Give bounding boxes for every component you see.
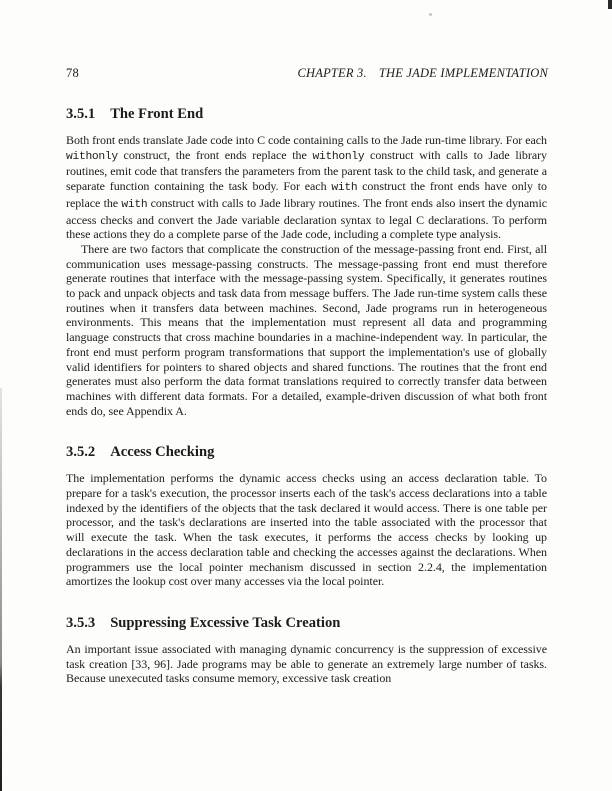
scan-edge-artifact <box>0 388 2 791</box>
code-inline: withonly <box>66 150 118 163</box>
scan-corner-artifact <box>608 0 612 9</box>
code-inline: with <box>331 182 358 195</box>
chapter-label: CHAPTER 3. <box>297 66 367 80</box>
text-run: construct, the front ends replace the <box>117 147 313 162</box>
section-heading <box>66 106 547 122</box>
text-run: construct with calls to Jade library routines, emit code that transfers the parameters from the parent task to the child task, and generate a separate function containing the task body. For each <box>66 147 547 194</box>
paragraph <box>66 471 547 589</box>
section-title: Suppressing Excessive Task Creation <box>110 614 341 631</box>
document-body <box>66 0 547 686</box>
paragraph <box>66 242 547 418</box>
text-run: There are two factors that complicate the construction of the message-passing front end. First, all communication uses message-passing constructs. The message-passing front end must therefore generate routines that interface with the message-passing system. Specifically, it generates routines to pack and unpack objects and task data from message buffers. The Jade run-time system calls these routines when it transfers data between machines. Second, Jade programs run in heterogeneous environments. This means that the implementation must represent all data and programming language constructs that cross machine boundaries in a machine-independent way. In particular, the front end must perform program transformations that support the implementation's use of globally valid identifiers for pointers to shared objects and shared functions. The routines that the front end generates must also perform the data format translations required to correctly transfer data between machines with different data formats. For a detailed, example-driven discussion of what both front ends do, see Appendix A. <box>66 241 547 418</box>
code-inline: with <box>121 198 148 211</box>
section-heading <box>66 444 547 460</box>
page-number: 78 <box>66 66 80 80</box>
paragraph <box>66 642 547 686</box>
section-title: The Front End <box>110 106 204 122</box>
text-run: The implementation performs the dynamic access checks using an access declaration table. To prepare for a task's execution, the processor inserts each of the task's access declarations into a table indexed by the identifiers of the objects that the task declared it would access. There is one table per processor, and the task's declarations are inserted into the table associated with the processor that will execute the task. When the task executes, it performs the access checks by looking up declarations in the access declaration table and checking the accesses against the declarations. When programmers use the local pointer mechanism discussed in section 2.2.4, the implementation amortizes the lookup cost over many accesses via the local pointer. <box>66 471 547 589</box>
section-number: 3.5.1 <box>66 106 96 122</box>
text-run: construct with calls to Jade library routines. The front ends also insert the dynamic access checks and convert the Jade variable declaration syntax to legal C declarations. To perform these actions they do a complete parse of the Jade code, including a complete type analysis. <box>66 195 548 242</box>
section-title: Access Checking <box>110 444 215 461</box>
text-run: construct the front ends have only to replace the <box>66 179 547 210</box>
code-inline: withonly <box>312 150 365 163</box>
paragraph <box>66 133 547 242</box>
section-heading <box>66 615 547 631</box>
chapter-title: THE JADE IMPLEMENTATION <box>378 66 548 80</box>
section-number: 3.5.2 <box>66 444 96 461</box>
text-run: Both front ends translate Jade code into C code containing calls to the Jade run-time library. For each <box>66 133 547 147</box>
section-number: 3.5.3 <box>66 614 96 631</box>
text-run: An important issue associated with managing dynamic concurrency is the suppression of excessive task creation [33, 96]. Jade programs may be able to generate an extremely large number of tasks. Because unexecuted tasks consume memory, excessive task creation <box>66 641 547 686</box>
